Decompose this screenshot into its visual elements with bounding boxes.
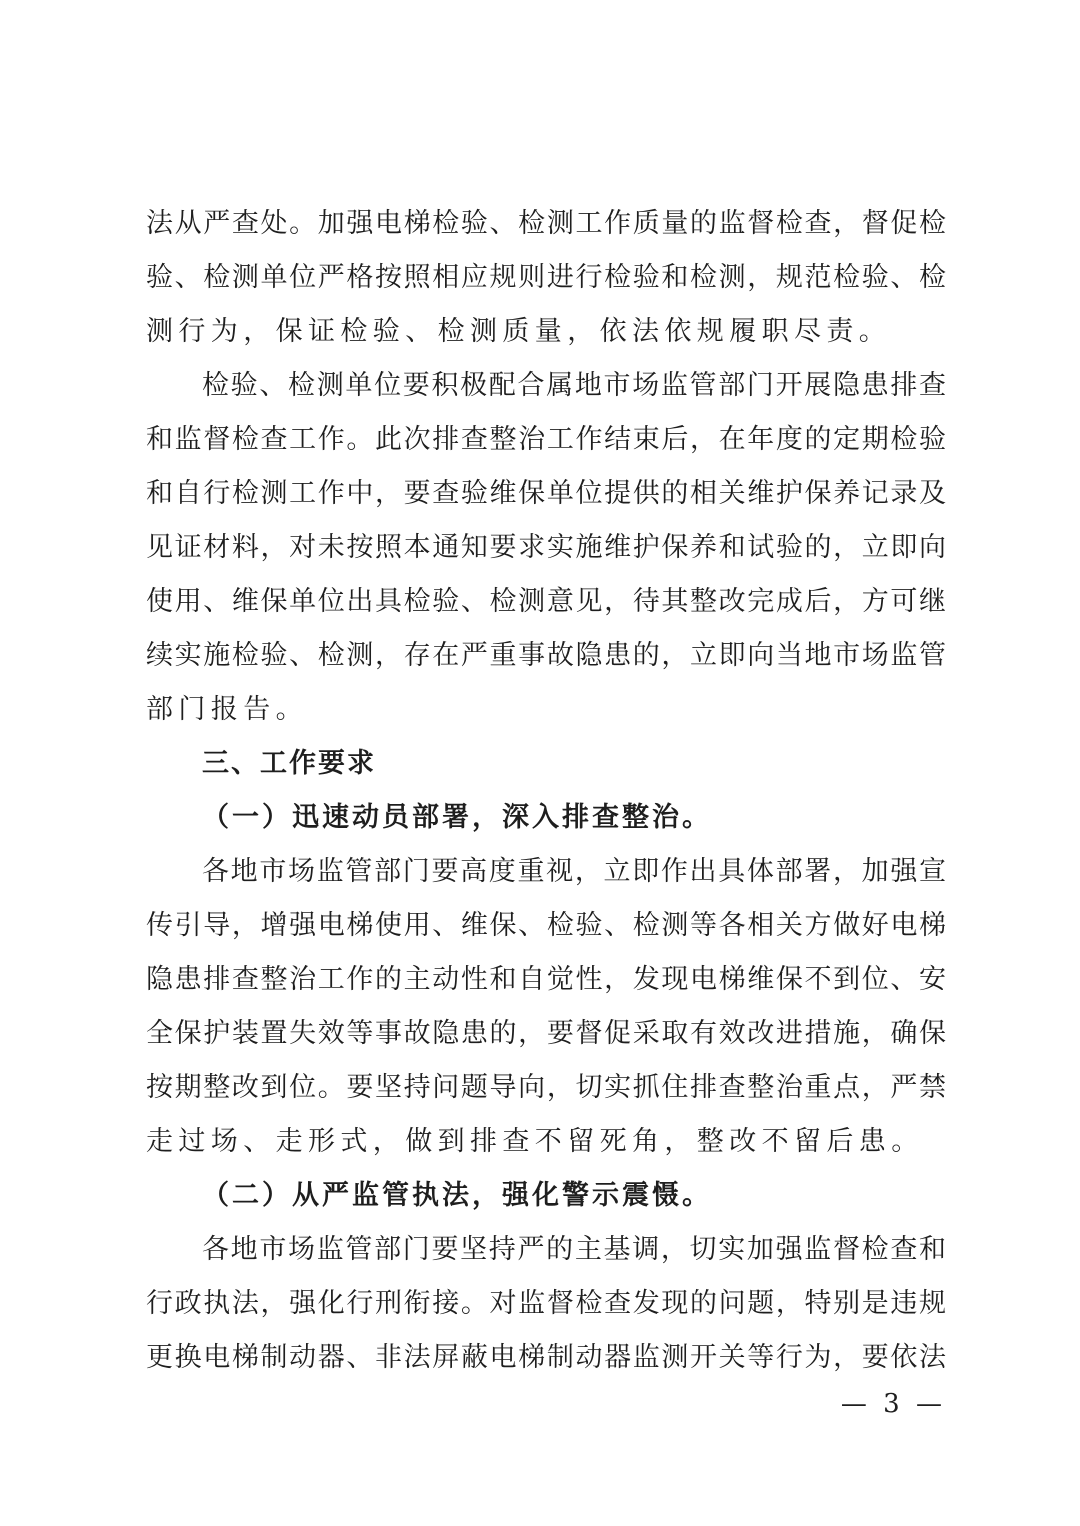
body-text-line: 检验、检测单位要积极配合属地市场监管部门开展隐患排查 <box>202 370 946 401</box>
page-number: — 3 — <box>840 1389 946 1419</box>
body-text-line: 隐患排查整治工作的主动性和自觉性，发现电梯维保不到位、安 <box>146 964 946 995</box>
subsection-heading: （一）迅速动员部署，深入排查整治。 <box>202 802 712 833</box>
body-text-line: 更换电梯制动器、非法屏蔽电梯制动器监测开关等行为，要依法 <box>146 1342 946 1373</box>
body-text-line: 使用、维保单位出具检验、检测意见，待其整改完成后，方可继 <box>146 586 946 617</box>
subsection-heading: （二）从严监管执法，强化警示震慑。 <box>202 1180 712 1211</box>
body-text-line: 各地市场监管部门要高度重视，立即作出具体部署，加强宣 <box>202 856 946 887</box>
body-text-line: 验、检测单位严格按照相应规则进行检验和检测，规范检验、检 <box>146 262 946 293</box>
body-text-line: 法从严查处。加强电梯检验、检测工作质量的监督检查，督促检 <box>146 208 946 239</box>
body-text-line: 各地市场监管部门要坚持严的主基调，切实加强监督检查和 <box>202 1234 946 1265</box>
body-text-line: 测行为，保证检验、检测质量，依法依规履职尽责。 <box>146 316 892 347</box>
body-text-line: 传引导，增强电梯使用、维保、检验、检测等各相关方做好电梯 <box>146 910 946 941</box>
body-text-line: 按期整改到位。要坚持问题导向，切实抓住排查整治重点，严禁 <box>146 1072 946 1103</box>
body-text-line: 全保护装置失效等事故隐患的，要督促采取有效改进措施，确保 <box>146 1018 946 1049</box>
body-text-line: 和监督检查工作。此次排查整治工作结束后，在年度的定期检验 <box>146 424 946 455</box>
body-text-line: 部门报告。 <box>146 694 308 725</box>
body-text-line: 和自行检测工作中，要查验维保单位提供的相关维护保养记录及 <box>146 478 946 509</box>
body-text-line: 续实施检验、检测，存在严重事故隐患的，立即向当地市场监管 <box>146 640 946 671</box>
section-heading: 三、工作要求 <box>202 748 376 779</box>
body-text-line: 见证材料，对未按照本通知要求实施维护保养和试验的，立即向 <box>146 532 946 563</box>
body-text-line: 行政执法，强化行刑衔接。对监督检查发现的问题，特别是违规 <box>146 1288 946 1319</box>
body-text-line: 走过场、走形式，做到排查不留死角，整改不留后患。 <box>146 1126 924 1157</box>
